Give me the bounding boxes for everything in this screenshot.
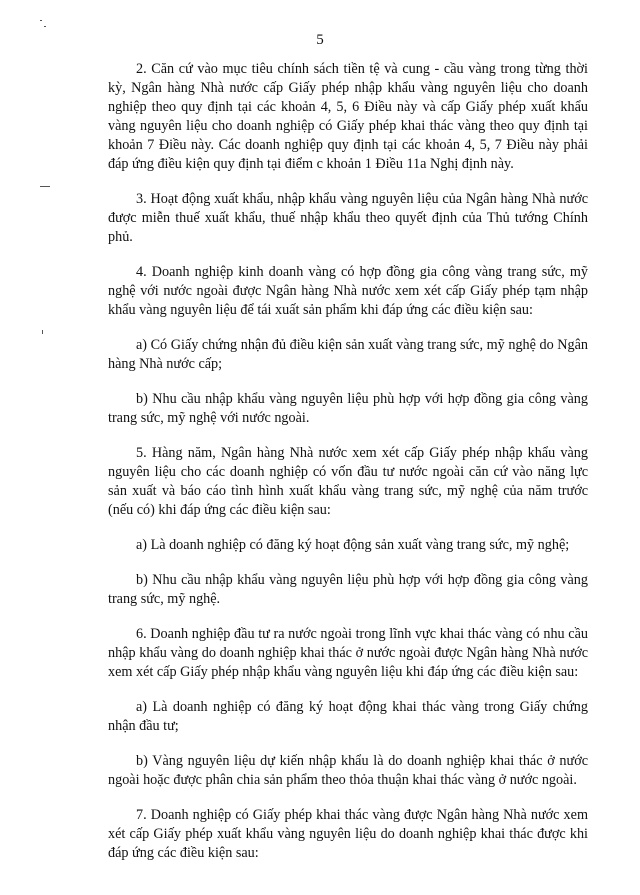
paragraph-7: 7. Doanh nghiệp có Giấy phép khai thác vàng được Ngân hàng Nhà nước xem xét cấp Giấy phép xuất khẩu vàng nguyên liệu do doanh nghiệp khai thác được khi đáp ứng các điều kiện sau:: [108, 807, 588, 861]
paragraph-5: 5. Hàng năm, Ngân hàng Nhà nước xem xét cấp Giấy phép nhập khẩu vàng nguyên liệu cho các doanh nghiệp có vốn đầu tư nước ngoài căn cứ vào năng lực sản xuất và báo cáo tình hình xuất khẩu vàng trang sức, mỹ nghệ của năm trước (nếu có) khi đáp ứng các điều kiện sau:: [108, 445, 588, 518]
paragraph-3: 3. Hoạt động xuất khẩu, nhập khẩu vàng nguyên liệu của Ngân hàng Nhà nước được miễn thuế xuất khẩu, thuế nhập khẩu theo quyết định của Thủ tướng Chính phủ.: [108, 191, 588, 245]
page-number: 5: [316, 32, 324, 48]
scan-speck: [40, 20, 42, 21]
paragraph-5a: a) Là doanh nghiệp có đăng ký hoạt động sản xuất vàng trang sức, mỹ nghệ;: [136, 537, 570, 553]
scan-speck: [44, 26, 46, 27]
document-body: [108, 60, 588, 879]
paragraph-4a: a) Có Giấy chứng nhận đủ điều kiện sản xuất vàng trang sức, mỹ nghệ do Ngân hàng Nhà nước cấp;: [108, 337, 588, 372]
paragraph-5b: b) Nhu cầu nhập khẩu vàng nguyên liệu phù hợp với hợp đồng gia công vàng trang sức, mỹ nghệ.: [108, 572, 588, 607]
paragraph-6b: b) Vàng nguyên liệu dự kiến nhập khẩu là do doanh nghiệp khai thác ở nước ngoài hoặc được phân chia sản phẩm theo thỏa thuận khai thác vàng ở nước ngoài.: [108, 753, 588, 788]
paragraph-6a: a) Là doanh nghiệp có đăng ký hoạt động khai thác vàng trong Giấy chứng nhận đầu tư;: [108, 699, 588, 734]
paragraph-6: 6. Doanh nghiệp đầu tư ra nước ngoài trong lĩnh vực khai thác vàng có nhu cầu nhập khẩu vàng do doanh nghiệp khai thác ở nước ngoài được Ngân hàng Nhà nước xem xét cấp Giấy phép nhập khẩu vàng nguyên liệu khi đáp ứng các điều kiện sau:: [108, 626, 588, 680]
paragraph-4b: b) Nhu cầu nhập khẩu vàng nguyên liệu phù hợp với hợp đồng gia công vàng trang sức, mỹ nghệ với nước ngoài.: [108, 391, 588, 426]
scan-speck: [40, 186, 50, 187]
scan-speck: [42, 330, 43, 334]
paragraph-2: 2. Căn cứ vào mục tiêu chính sách tiền tệ và cung - cầu vàng trong từng thời kỳ, Ngân hàng Nhà nước cấp Giấy phép nhập khẩu vàng nguyên liệu cho doanh nghiệp theo quy định tại các khoản 4, 5, 6 Điều này và cấp Giấy phép xuất khẩu vàng nguyên liệu cho doanh nghiệp có Giấy phép khai thác vàng theo quy định tại khoản 7 Điều này. Các doanh nghiệp quy định tại các khoản 4, 5, 7 Điều này phải đáp ứng điều kiện quy định tại điểm c khoản 1 Điều 11a Nghị định này.: [108, 61, 588, 172]
paragraph-4: 4. Doanh nghiệp kinh doanh vàng có hợp đồng gia công vàng trang sức, mỹ nghệ với nước ngoài được Ngân hàng Nhà nước xem xét cấp Giấy phép tạm nhập khẩu vàng nguyên liệu để tái xuất sản phẩm khi đáp ứng các điều kiện sau:: [108, 264, 588, 318]
